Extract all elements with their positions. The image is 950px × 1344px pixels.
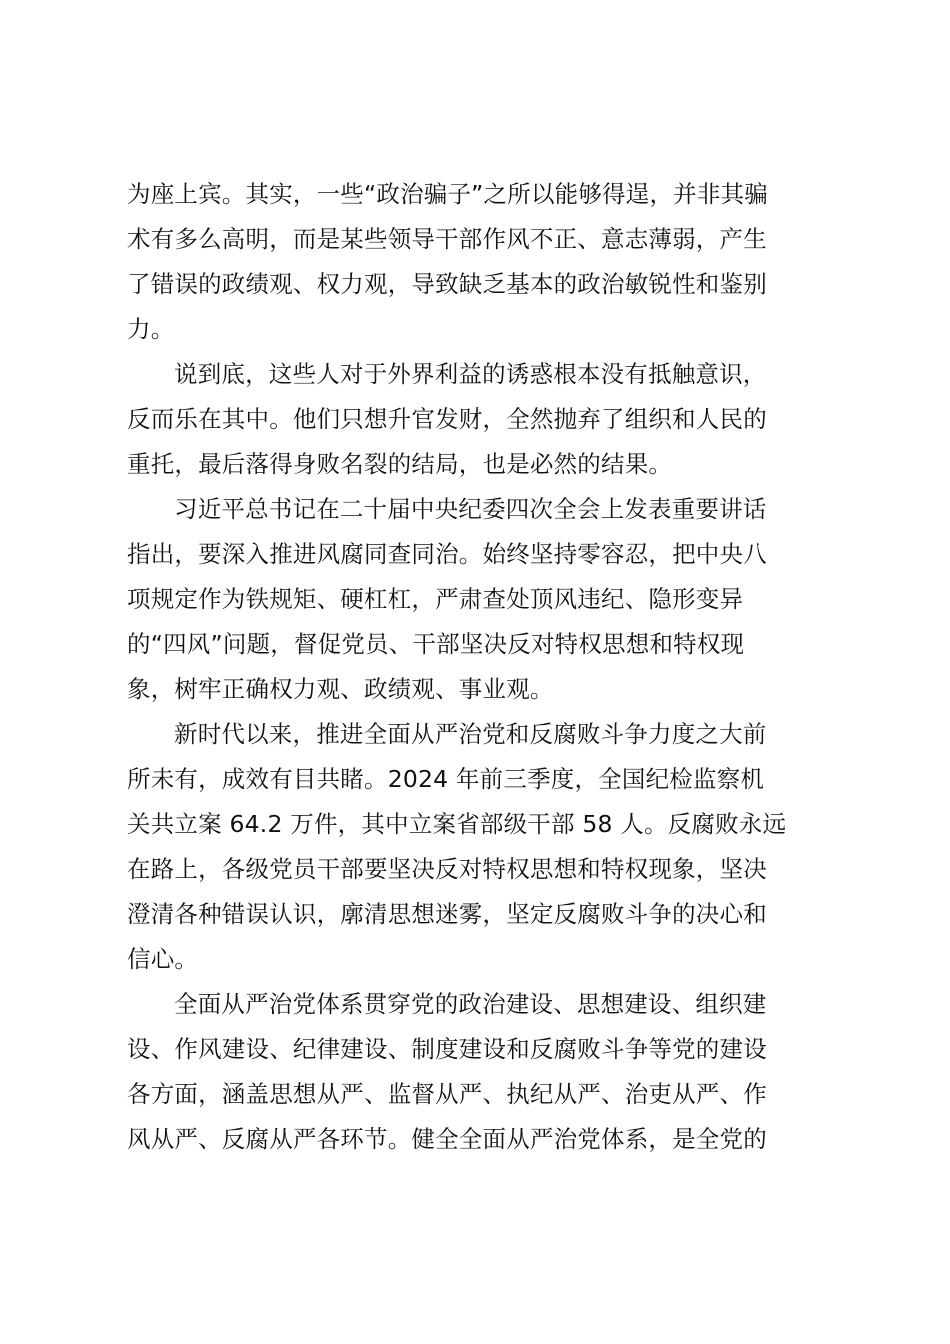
paragraph-2 — [127, 352, 827, 487]
text-line: 习近平总书记在二十届中央纪委四次全会上发表重要讲话 — [174, 495, 767, 523]
text-line: 风从严、反腐从严各环节。健全全面从严治党体系，是全党的 — [127, 1125, 767, 1153]
text-line: 在路上，各级党员干部要坚决反对特权思想和特权现象，坚决 — [127, 855, 767, 883]
paragraph-5 — [127, 982, 827, 1162]
paragraph-4 — [127, 712, 827, 982]
text-line: 力。 — [127, 315, 175, 343]
text-line: 指出，要深入推进风腐同查同治。始终坚持零容忍，把中央八 — [127, 540, 767, 568]
text-line: 象，树牢正确权力观、政绩观、事业观。 — [127, 675, 554, 703]
text-line: 重托，最后落得身败名裂的结局，也是必然的结果。 — [127, 450, 673, 478]
paragraph-3 — [127, 487, 827, 712]
text-line: 反而乐在其中。他们只想升官发财，全然抛弃了组织和人民的 — [127, 405, 767, 433]
text-line: 术有多么高明，而是某些领导干部作风不正、意志薄弱，产生 — [127, 225, 767, 253]
text-line: 的“四风”问题，督促党员、干部坚决反对特权思想和特权现 — [127, 630, 745, 658]
paragraph-1 — [127, 172, 827, 352]
text-line: 澄清各种错误认识，廓清思想迷雾，坚定反腐败斗争的决心和 — [127, 900, 767, 928]
text-line: 全面从严治党体系贯穿党的政治建设、思想建设、组织建 — [174, 990, 767, 1018]
text-line: 各方面，涵盖思想从严、监督从严、执纪从严、治吏从严、作 — [127, 1080, 767, 1108]
text-line: 为座上宾。其实，一些“政治骗子”之所以能够得逞，并非其骗 — [127, 180, 768, 208]
text-line: 信心。 — [127, 945, 199, 973]
body-text — [127, 172, 827, 1162]
text-line: 所未有，成效有目共睹。2024 年前三季度，全国纪检监察机 — [127, 765, 765, 793]
text-line: 说到底，这些人对于外界利益的诱惑根本没有抵触意识， — [174, 360, 767, 388]
text-line: 设、作风建设、纪律建设、制度建设和反腐败斗争等党的建设 — [127, 1035, 767, 1063]
text-line: 了错误的政绩观、权力观，导致缺乏基本的政治敏锐性和鉴别 — [127, 270, 767, 298]
text-line: 关共立案 64.2 万件，其中立案省部级干部 58 人。反腐败永远 — [127, 810, 787, 838]
text-line: 项规定作为铁规矩、硬杠杠，严肃查处顶风违纪、隐形变异 — [127, 585, 744, 613]
text-line: 新时代以来，推进全面从严治党和反腐败斗争力度之大前 — [174, 720, 767, 748]
